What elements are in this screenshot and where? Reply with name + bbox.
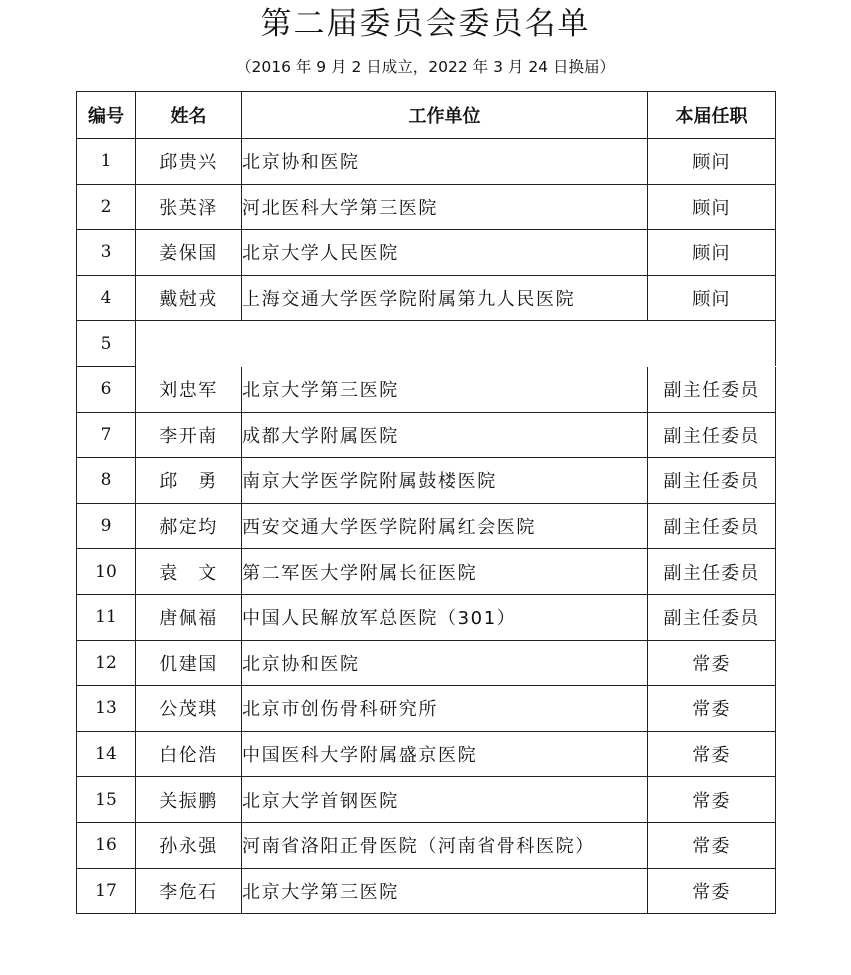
cell-role: 顾问	[648, 184, 776, 230]
member-table	[76, 91, 776, 914]
cell-unit: 西安交通大学医学院附属红会医院	[242, 503, 648, 549]
header-number: 编号	[77, 92, 136, 139]
cell-number: 10	[77, 549, 136, 595]
cell-name: 戴尅戎	[136, 275, 242, 321]
cell-unit: 南京大学医学院附属鼓楼医院	[242, 458, 648, 504]
header-name: 姓名	[136, 92, 242, 139]
cell-number: 11	[77, 594, 136, 640]
cell-unit: 中国医科大学附属盛京医院	[242, 731, 648, 777]
table-row	[77, 822, 776, 868]
cell-number: 9	[77, 503, 136, 549]
cell-role: 常委	[648, 731, 776, 777]
cell-role: 顾问	[648, 139, 776, 185]
cell-unit: 北京大学第三医院	[242, 366, 648, 412]
cell-number: 15	[77, 777, 136, 823]
table-row	[77, 366, 776, 412]
cell-role: 常委	[648, 686, 776, 732]
table-row	[77, 230, 776, 276]
cell-unit: 北京市创伤骨科研究所	[242, 686, 648, 732]
cell-unit: 北京协和医院	[242, 139, 648, 185]
table-row	[77, 139, 776, 185]
cell-number: 13	[77, 686, 136, 732]
header-unit: 工作单位	[242, 92, 648, 139]
cell-unit: 北京协和医院	[242, 640, 648, 686]
cell-name: 李危石	[136, 868, 242, 914]
cell-number: 7	[77, 412, 136, 458]
cell-number: 16	[77, 822, 136, 868]
cell-name: 白伦浩	[136, 731, 242, 777]
cell-role: 常委	[648, 640, 776, 686]
table-row	[77, 184, 776, 230]
page-subtitle: （2016 年 9 月 2 日成立，2022 年 3 月 24 日换届）	[236, 58, 615, 76]
cell-name: 姜保国	[136, 230, 242, 276]
cell-name: 刘忠军	[136, 366, 242, 412]
cell-unit: 北京大学人民医院	[242, 230, 648, 276]
cell-number: 1	[77, 139, 136, 185]
header-role: 本届任职	[648, 92, 776, 139]
table-row	[77, 731, 776, 777]
cell-unit: 北京大学第三医院	[242, 868, 648, 914]
cell-role: 副主任委员	[648, 458, 776, 504]
cell-role: 副主任委员	[648, 549, 776, 595]
cell-name: 郝定均	[136, 503, 242, 549]
cell-unit: 上海交通大学医学院附属第九人民医院	[242, 275, 648, 321]
table-row	[77, 412, 776, 458]
cell-number: 14	[77, 731, 136, 777]
cell-role: 副主任委员	[648, 412, 776, 458]
cell-unit: 中国人民解放军总医院（301）	[242, 594, 648, 640]
table-row	[77, 503, 776, 549]
cell-number: 17	[77, 868, 136, 914]
cell-unit	[242, 321, 648, 367]
cell-name: 孙永强	[136, 822, 242, 868]
table-row	[77, 458, 776, 504]
cell-role: 副主任委员	[648, 594, 776, 640]
cell-role: 常委	[648, 822, 776, 868]
cell-number: 12	[77, 640, 136, 686]
table-row	[77, 686, 776, 732]
cell-name	[136, 321, 242, 367]
cell-role: 副主任委员	[648, 366, 776, 412]
table-row	[77, 640, 776, 686]
cell-unit: 第二军医大学附属长征医院	[242, 549, 648, 595]
cell-name: 张英泽	[136, 184, 242, 230]
cell-name: 唐佩福	[136, 594, 242, 640]
cell-role: 常委	[648, 868, 776, 914]
cell-name: 袁 文	[136, 549, 242, 595]
cell-role: 顾问	[648, 275, 776, 321]
cell-name: 关振鹏	[136, 777, 242, 823]
table-row	[77, 549, 776, 595]
cell-unit: 河北医科大学第三医院	[242, 184, 648, 230]
cell-number: 5	[77, 321, 136, 367]
table-row	[77, 868, 776, 914]
cell-name: 公茂琪	[136, 686, 242, 732]
cell-name: 邱贵兴	[136, 139, 242, 185]
cell-name: 李开南	[136, 412, 242, 458]
table-row	[77, 594, 776, 640]
table-row	[77, 321, 776, 367]
cell-role	[648, 321, 776, 367]
table-header-row	[77, 92, 776, 139]
cell-unit: 成都大学附属医院	[242, 412, 648, 458]
cell-role: 顾问	[648, 230, 776, 276]
cell-number: 6	[77, 366, 136, 412]
cell-number: 8	[77, 458, 136, 504]
cell-number: 4	[77, 275, 136, 321]
cell-unit: 河南省洛阳正骨医院（河南省骨科医院）	[242, 822, 648, 868]
cell-name: 邱 勇	[136, 458, 242, 504]
cell-number: 2	[77, 184, 136, 230]
table-row	[77, 275, 776, 321]
cell-role: 副主任委员	[648, 503, 776, 549]
cell-role: 常委	[648, 777, 776, 823]
table-row	[77, 777, 776, 823]
cell-number: 3	[77, 230, 136, 276]
table-body	[77, 139, 776, 914]
cell-name: 仉建国	[136, 640, 242, 686]
page-title: 第二届委员会委员名单	[260, 6, 591, 42]
cell-unit: 北京大学首钢医院	[242, 777, 648, 823]
